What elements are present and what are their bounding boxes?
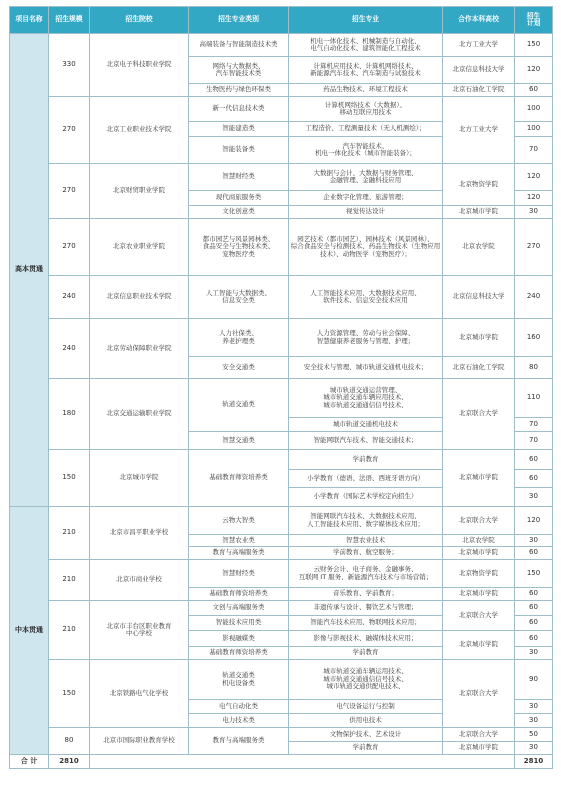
category-cell: 智能装备类 bbox=[189, 137, 289, 164]
partner-cell: 北京联合大学 bbox=[443, 379, 515, 450]
plan-cell: 60 bbox=[515, 601, 553, 616]
plan-cell: 30 bbox=[515, 714, 553, 728]
plan-cell: 30 bbox=[515, 488, 553, 507]
plan-cell: 30 bbox=[515, 742, 553, 755]
school-cell: 北京财贸职业学院 bbox=[90, 164, 189, 219]
majors-cell: 非遗传承与设计、餐饮艺术与管理； bbox=[289, 601, 443, 616]
majors-cell: 计算机应用技术、计算机网络技术、 新能源汽车技术、汽车制造与试验技术 bbox=[289, 57, 443, 84]
partner-cell: 北京联合大学 bbox=[443, 507, 515, 535]
quota-cell: 180 bbox=[49, 379, 90, 450]
table-row bbox=[10, 219, 553, 276]
majors-cell: 大数据与会计、大数据与财务管理、 金融管理、金融科技应用 bbox=[289, 164, 443, 191]
table-row bbox=[10, 319, 553, 357]
majors-cell: 汽车智能技术、 机电一体化技术（城市智能装备）； bbox=[289, 137, 443, 164]
majors-cell: 安全技术与管理、城市轨道交通机电技术； bbox=[289, 357, 443, 379]
level-cell: 中本贯通 bbox=[10, 507, 49, 755]
category-cell: 新一代信息技术类 bbox=[189, 97, 289, 122]
level-cell: 高本贯通 bbox=[10, 34, 49, 507]
category-cell: 智慧农业类 bbox=[189, 535, 289, 547]
partner-cell: 北京农学院 bbox=[443, 219, 515, 276]
quota-cell: 270 bbox=[49, 219, 90, 276]
majors-cell: 机电一体化技术、机械制造与自动化、 电气自动化技术、建筑智能化工程技术 bbox=[289, 34, 443, 57]
category-cell: 教育与高端服务类 bbox=[189, 728, 289, 755]
school-cell: 北京交通运输职业学院 bbox=[90, 379, 189, 450]
majors-cell: 学前教育 bbox=[289, 450, 443, 470]
majors-cell: 人工智能技术应用、大数据技术应用、 软件技术、信息安全技术应用 bbox=[289, 276, 443, 319]
plan-cell: 80 bbox=[515, 357, 553, 379]
partner-cell: 北京物资学院 bbox=[443, 560, 515, 588]
plan-cell: 60 bbox=[515, 547, 553, 560]
table-row bbox=[10, 450, 553, 470]
category-cell: 电气自动化类 bbox=[189, 700, 289, 714]
majors-cell: 智能网联汽车技术、智能交通技术； bbox=[289, 432, 443, 450]
category-cell: 基础教育师资培养类 bbox=[189, 588, 289, 601]
category-cell: 智慧财经类 bbox=[189, 164, 289, 191]
partner-cell: 北京石油化工学院 bbox=[443, 357, 515, 379]
plan-cell: 30 bbox=[515, 535, 553, 547]
table-row bbox=[10, 97, 553, 122]
plan-cell: 120 bbox=[515, 164, 553, 191]
plan-cell: 60 bbox=[515, 588, 553, 601]
majors-cell: 文物保护技术、艺术设计 bbox=[289, 728, 443, 742]
plan-cell: 240 bbox=[515, 276, 553, 319]
school-cell: 北京电子科技职业学院 bbox=[90, 34, 189, 97]
plan-cell: 70 bbox=[515, 418, 553, 432]
partner-cell: 北方工业大学 bbox=[443, 34, 515, 57]
category-cell: 生物医药与绿色环保类 bbox=[189, 84, 289, 97]
partner-cell: 北京城市学院 bbox=[443, 631, 515, 660]
majors-cell: 计算机网络技术（大数据）、 移动互联应用技术 bbox=[289, 97, 443, 122]
majors-cell: 音乐教育、学前教育； bbox=[289, 588, 443, 601]
quota-cell: 150 bbox=[49, 660, 90, 728]
category-cell: 智慧财经类 bbox=[189, 560, 289, 588]
plan-cell: 150 bbox=[515, 34, 553, 57]
header-majors: 招生专业 bbox=[289, 7, 443, 34]
category-cell: 基础教育师资培养类 bbox=[189, 647, 289, 660]
quota-cell: 270 bbox=[49, 97, 90, 164]
table-row bbox=[10, 660, 553, 700]
school-cell: 北京工业职业技术学院 bbox=[90, 97, 189, 164]
majors-cell: 企业数字化管理、旅游管理； bbox=[289, 191, 443, 206]
category-cell: 文创与高端服务类 bbox=[189, 601, 289, 616]
header-quota: 招生规模 bbox=[49, 7, 90, 34]
plan-cell: 30 bbox=[515, 206, 553, 219]
majors-cell: 人力资源管理、劳动与社会保障、 智慧健康养老服务与管理、护理； bbox=[289, 319, 443, 357]
plan-cell: 60 bbox=[515, 84, 553, 97]
header-partner: 合作本科高校 bbox=[443, 7, 515, 34]
school-cell: 北京信息职业技术学院 bbox=[90, 276, 189, 319]
plan-cell: 120 bbox=[515, 507, 553, 535]
category-cell: 电力技术类 bbox=[189, 714, 289, 728]
plan-cell: 60 bbox=[515, 470, 553, 488]
category-cell: 基础教育师资培养类 bbox=[189, 450, 289, 507]
plan-cell: 150 bbox=[515, 560, 553, 588]
plan-cell: 60 bbox=[515, 616, 553, 631]
category-cell: 高端装备与智能制造技术类 bbox=[189, 34, 289, 57]
category-cell: 智慧交通类 bbox=[189, 432, 289, 450]
total-row bbox=[10, 755, 553, 769]
partner-cell: 北京联合大学 bbox=[443, 601, 515, 631]
partner-cell: 北京信息科技大学 bbox=[443, 276, 515, 319]
category-cell: 轨道交通类 bbox=[189, 379, 289, 432]
category-cell: 影视融媒类 bbox=[189, 631, 289, 647]
majors-cell: 小学教育（德语、法语、西班牙语方向） bbox=[289, 470, 443, 488]
category-cell: 都市园艺与风景园林类、 食品安全与生物技术类、 宠物医疗类 bbox=[189, 219, 289, 276]
quota-cell: 270 bbox=[49, 164, 90, 219]
partner-cell: 北京联合大学 bbox=[443, 728, 515, 742]
plan-cell: 160 bbox=[515, 319, 553, 357]
category-cell: 安全交通类 bbox=[189, 357, 289, 379]
table-row bbox=[10, 276, 553, 319]
partner-cell: 北京城市学院 bbox=[443, 547, 515, 560]
majors-cell: 城市轨道交通运营管理、 城市轨道交通车辆应用技术、 城市轨道交通通信信号技术、 bbox=[289, 379, 443, 418]
partner-cell: 北京信息科技大学 bbox=[443, 57, 515, 84]
majors-cell: 城市轨道交通机电技术 bbox=[289, 418, 443, 432]
partner-cell: 北方工业大学 bbox=[443, 97, 515, 164]
table-row bbox=[10, 507, 553, 535]
majors-cell: 工程造价、工程测量技术（无人机测绘）； bbox=[289, 122, 443, 137]
table-row bbox=[10, 164, 553, 191]
majors-cell: 视觉传达设计 bbox=[289, 206, 443, 219]
category-cell: 人力社保类、 养老护理类 bbox=[189, 319, 289, 357]
school-cell: 北京市国际职业教育学校 bbox=[90, 728, 189, 755]
total-plan: 2810 bbox=[515, 755, 553, 769]
majors-cell: 影像与影视技术、融媒体技术应用； bbox=[289, 631, 443, 647]
partner-cell: 北京物资学院 bbox=[443, 164, 515, 206]
majors-cell: 药品生物技术、环境工程技术 bbox=[289, 84, 443, 97]
school-cell: 北京劳动保障职业学院 bbox=[90, 319, 189, 379]
category-cell: 智能技术应用类 bbox=[189, 616, 289, 631]
majors-cell: 智能汽车技术应用、物联网技术应用； bbox=[289, 616, 443, 631]
plan-cell: 50 bbox=[515, 728, 553, 742]
header-plan: 招生 计划 bbox=[515, 7, 553, 34]
majors-cell: 学前教育 bbox=[289, 742, 443, 755]
header-level: 项目名称 bbox=[10, 7, 49, 34]
table-row bbox=[10, 728, 553, 742]
school-cell: 北京市昌平职业学校 bbox=[90, 507, 189, 560]
table-row bbox=[10, 379, 553, 418]
partner-cell: 北京农学院 bbox=[443, 535, 515, 547]
header-school: 招生院校 bbox=[90, 7, 189, 34]
partner-cell: 北京城市学院 bbox=[443, 206, 515, 219]
partner-cell: 北京城市学院 bbox=[443, 319, 515, 357]
table-row bbox=[10, 560, 553, 588]
category-cell: 现代商旅服务类 bbox=[189, 191, 289, 206]
partner-cell: 北京石油化工学院 bbox=[443, 84, 515, 97]
majors-cell: 园艺技术（都市园艺）、园林技术（风景园林）、 综合食品安全与检测技术、药品生物技术（生物应用 技术）、动物医学（宠物医疗）； bbox=[289, 219, 443, 276]
plan-cell: 100 bbox=[515, 122, 553, 137]
quota-cell: 150 bbox=[49, 450, 90, 507]
header-category: 招生专业类别 bbox=[189, 7, 289, 34]
majors-cell: 城市轨道交通车辆运用技术、 城市轨道交通通信信号技术、 城市轨道交通供配电技术、 bbox=[289, 660, 443, 700]
school-cell: 北京城市学院 bbox=[90, 450, 189, 507]
plan-cell: 70 bbox=[515, 432, 553, 450]
quota-cell: 80 bbox=[49, 728, 90, 755]
plan-cell: 60 bbox=[515, 450, 553, 470]
partner-cell: 北京城市学院 bbox=[443, 450, 515, 507]
quota-cell: 210 bbox=[49, 560, 90, 601]
plan-cell: 120 bbox=[515, 57, 553, 84]
category-cell: 轨道交通类 机电设备类 bbox=[189, 660, 289, 700]
majors-cell: 云财务会计、电子商务、金融事务、 互联网 IT 服务、新能源汽车技术与市场营销； bbox=[289, 560, 443, 588]
plan-cell: 100 bbox=[515, 97, 553, 122]
plan-cell: 270 bbox=[515, 219, 553, 276]
quota-cell: 240 bbox=[49, 319, 90, 379]
enrollment-table bbox=[9, 6, 553, 769]
plan-cell: 30 bbox=[515, 647, 553, 660]
majors-cell: 电气设备运行与控制 bbox=[289, 700, 443, 714]
majors-cell: 学前教育、航空服务； bbox=[289, 547, 443, 560]
plan-cell: 120 bbox=[515, 191, 553, 206]
partner-cell: 北京联合大学 bbox=[443, 660, 515, 728]
majors-cell: 学前教育 bbox=[289, 647, 443, 660]
quota-cell: 330 bbox=[49, 34, 90, 97]
quota-cell: 240 bbox=[49, 276, 90, 319]
plan-cell: 30 bbox=[515, 700, 553, 714]
total-spacer bbox=[90, 755, 515, 769]
table-row bbox=[10, 601, 553, 616]
category-cell: 文化创意类 bbox=[189, 206, 289, 219]
school-cell: 北京市丰台区职业教育 中心学校 bbox=[90, 601, 189, 660]
category-cell: 网络与大数据类、 汽车智能技术类 bbox=[189, 57, 289, 84]
quota-cell: 210 bbox=[49, 507, 90, 560]
plan-cell: 70 bbox=[515, 137, 553, 164]
partner-cell: 北京城市学院 bbox=[443, 588, 515, 601]
majors-cell: 智慧农业技术 bbox=[289, 535, 443, 547]
partner-cell: 北京城市学院 bbox=[443, 742, 515, 755]
school-cell: 北京市商业学校 bbox=[90, 560, 189, 601]
category-cell: 智能建造类 bbox=[189, 122, 289, 137]
total-label: 合 计 bbox=[10, 755, 49, 769]
total-quota: 2810 bbox=[49, 755, 90, 769]
majors-cell: 智能网联汽车技术、大数据技术应用、 人工智能技术应用、数字媒体技术应用； bbox=[289, 507, 443, 535]
category-cell: 教育与高端服务类 bbox=[189, 547, 289, 560]
school-cell: 北京铁路电气化学校 bbox=[90, 660, 189, 728]
quota-cell: 210 bbox=[49, 601, 90, 660]
majors-cell: 小学教育（国际艺术学校定向招生） bbox=[289, 488, 443, 507]
category-cell: 云物大智类 bbox=[189, 507, 289, 535]
plan-cell: 90 bbox=[515, 660, 553, 700]
table-row bbox=[10, 34, 553, 57]
plan-cell: 110 bbox=[515, 379, 553, 418]
header-row bbox=[10, 7, 553, 34]
school-cell: 北京农业职业学院 bbox=[90, 219, 189, 276]
category-cell: 人工智能与大数据类、 信息安全类 bbox=[189, 276, 289, 319]
plan-cell: 60 bbox=[515, 631, 553, 647]
majors-cell: 供用电技术 bbox=[289, 714, 443, 728]
